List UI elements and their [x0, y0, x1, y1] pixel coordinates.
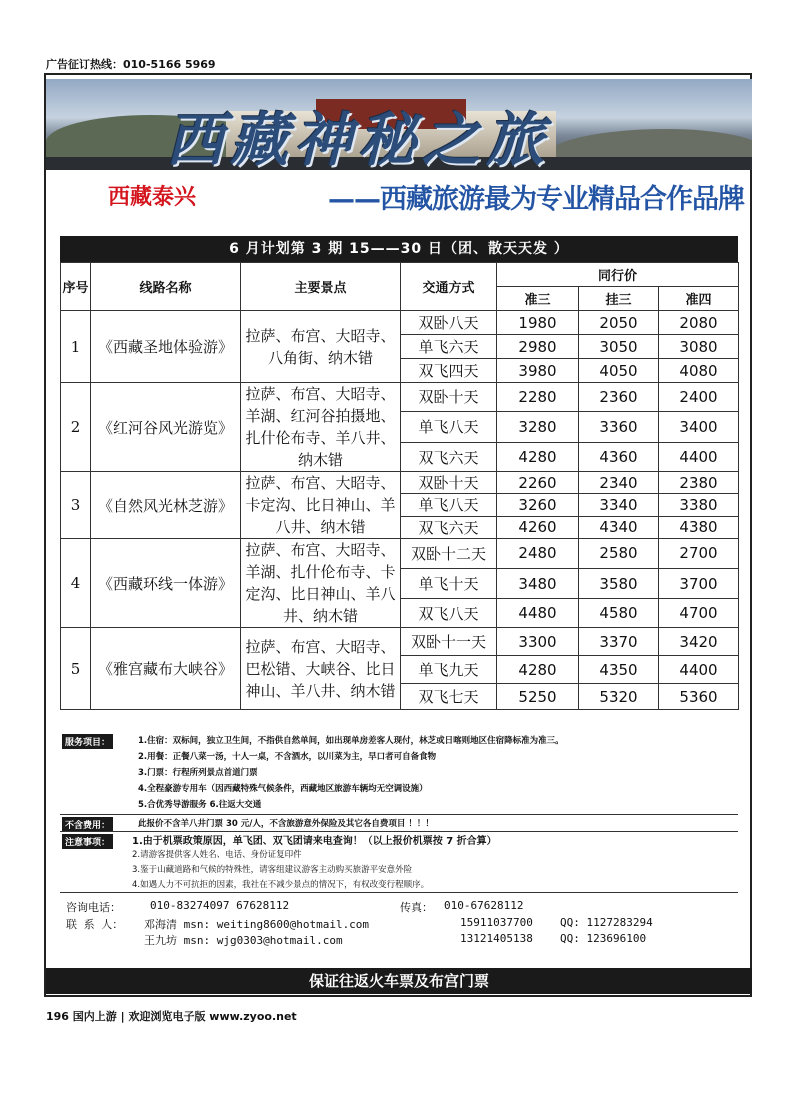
price-p2: 4050: [579, 359, 659, 383]
route-seq: 5: [61, 628, 91, 710]
route-transport: 双卧十二天: [401, 539, 497, 569]
route-transport: 双飞六天: [401, 516, 497, 538]
route-transport: 双卧十一天: [401, 628, 497, 656]
price-p3: 4700: [659, 599, 739, 628]
price-p2: 4350: [579, 656, 659, 684]
plan-header: 6 月计划第 3 期 15——30 日（团、散天天发 ）: [60, 236, 738, 262]
contact-qq-1: QQ: 1127283294: [560, 916, 653, 929]
price-p1: 3280: [497, 411, 579, 442]
table-row: [61, 383, 739, 412]
route-transport: 双卧八天: [401, 311, 497, 335]
inquiry-phone: 010-83274097 67628112: [150, 899, 290, 912]
header-p1: 准三: [497, 287, 579, 311]
price-p2: 3580: [579, 568, 659, 599]
contact-person-2: 王九坊 msn: wjg0303@hotmail.com: [144, 934, 343, 947]
table-row: [61, 539, 739, 569]
price-p3: 2080: [659, 311, 739, 335]
price-p1: 4480: [497, 599, 579, 628]
header-sights: 主要景点: [241, 263, 401, 311]
table-row: [61, 311, 739, 335]
route-transport: 单飞六天: [401, 335, 497, 359]
price-p2: 2580: [579, 539, 659, 569]
service-item: 4.全程豪游专用车（因西藏特殊气候条件，西藏地区旅游车辆均无空调设施）: [138, 784, 428, 794]
header-seq: 序号: [61, 263, 91, 311]
price-p1: 2980: [497, 335, 579, 359]
route-name: 《雅宫藏布大峡谷》: [91, 628, 241, 710]
price-p3: 4400: [659, 443, 739, 472]
route-transport: 双卧十天: [401, 383, 497, 412]
route-name: 《红河谷风光游览》: [91, 383, 241, 472]
price-p1: 5250: [497, 684, 579, 710]
header-transport: 交通方式: [401, 263, 497, 311]
note-item: 2.请游客提供客人姓名、电话、身份证复印件: [132, 850, 302, 860]
table-row: [61, 628, 739, 656]
fax-label: 传真：: [400, 901, 433, 914]
price-p2: 5320: [579, 684, 659, 710]
brand-name: 西藏泰兴: [108, 185, 197, 210]
price-p2: 4360: [579, 443, 659, 472]
header-route: 线路名称: [91, 263, 241, 311]
price-p1: 3300: [497, 628, 579, 656]
service-item: 3.门票：行程所列景点首道门票: [138, 768, 258, 778]
route-sights: 拉萨、布宫、大昭寺、羊湖、红河谷拍摄地、扎什伦布寺、羊八井、纳木错: [241, 383, 401, 472]
contact-person-1: 邓海清 msn: weiting8600@hotmail.com: [144, 918, 370, 931]
route-seq: 3: [61, 472, 91, 539]
route-seq: 2: [61, 383, 91, 472]
service-item: 1.住宿：双标间，独立卫生间，不指供自然单间，如出现单房差客人现付，林芝或日喀则地区住宿降标准为准三。: [138, 736, 564, 746]
price-p1: 2260: [497, 472, 579, 494]
contact-phone-2: 13121405138: [460, 932, 533, 945]
route-transport: 双飞八天: [401, 599, 497, 628]
footer-banner: 保证往返火车票及布宫门票: [46, 968, 752, 994]
route-transport: 双飞六天: [401, 443, 497, 472]
price-p3: 3420: [659, 628, 739, 656]
contact-phone-1: 15911037700: [460, 916, 533, 929]
price-p1: 1980: [497, 311, 579, 335]
service-section: [60, 732, 738, 964]
price-p2: 4340: [579, 516, 659, 538]
banner-title: 西藏神秘之旅: [166, 106, 551, 170]
price-p1: 3980: [497, 359, 579, 383]
header-p2: 挂三: [579, 287, 659, 311]
price-p3: 3400: [659, 411, 739, 442]
price-p3: 3080: [659, 335, 739, 359]
note-item: 4.如遇人力不可抗拒的因素，我社在不减少景点的情况下，有权改变行程顺序。: [132, 880, 430, 890]
route-sights: 拉萨、布宫、大昭寺、巴松错、大峡谷、比日神山、羊八井、纳木错: [241, 628, 401, 710]
route-transport: 单飞九天: [401, 656, 497, 684]
excluded-text: 此报价不含羊八井门票 30 元/人，不含旅游意外保险及其它各自费项目 ！！！: [138, 819, 434, 829]
page-footer: 196 国内上游 | 欢迎浏览电子版 www.zyoo.net: [46, 1010, 297, 1023]
table-row: [61, 472, 739, 494]
price-p2: 2050: [579, 311, 659, 335]
price-p3: 4080: [659, 359, 739, 383]
price-p1: 4280: [497, 656, 579, 684]
price-p2: 3050: [579, 335, 659, 359]
inquiry-label: 咨询电话：: [66, 901, 121, 914]
route-sights: 拉萨、布宫、大昭寺、八角街、纳木错: [241, 311, 401, 383]
price-p3: 3700: [659, 568, 739, 599]
price-p1: 4260: [497, 516, 579, 538]
price-p3: 3380: [659, 494, 739, 516]
route-transport: 单飞八天: [401, 494, 497, 516]
excluded-label: 不含费用：: [62, 817, 113, 832]
header-p3: 准四: [659, 287, 739, 311]
price-p1: 4280: [497, 443, 579, 472]
header-price-group: 同行价: [497, 263, 739, 287]
fax-number: 010-67628112: [444, 899, 524, 912]
price-p2: 3360: [579, 411, 659, 442]
banner-image: [46, 79, 752, 170]
price-p1: 3480: [497, 568, 579, 599]
price-table: [60, 262, 739, 710]
price-p1: 3260: [497, 494, 579, 516]
notes-label: 注意事项：: [62, 834, 113, 849]
price-p2: 2360: [579, 383, 659, 412]
price-p3: 5360: [659, 684, 739, 710]
contact-qq-2: QQ: 123696100: [560, 932, 647, 945]
service-item: 5.合优秀导游服务 6.往返大交通: [138, 800, 262, 810]
price-p2: 3340: [579, 494, 659, 516]
route-name: 《西藏环线一体游》: [91, 539, 241, 628]
route-name: 《自然风光林芝游》: [91, 472, 241, 539]
table-body: [61, 311, 739, 710]
route-transport: 双飞七天: [401, 684, 497, 710]
route-name: 《西藏圣地体验游》: [91, 311, 241, 383]
price-p2: 2340: [579, 472, 659, 494]
route-transport: 双卧十天: [401, 472, 497, 494]
note-item: 3.鉴于山藏道路和气候的特殊性，请客组建议游客主动购买旅游平安意外险: [132, 865, 413, 875]
price-p3: 2380: [659, 472, 739, 494]
route-seq: 1: [61, 311, 91, 383]
service-label: 服务项目：: [62, 734, 113, 749]
route-transport: 双飞四天: [401, 359, 497, 383]
slogan: ——西藏旅游最为专业精品合作品牌: [328, 184, 744, 215]
price-p3: 4400: [659, 656, 739, 684]
price-p3: 4380: [659, 516, 739, 538]
route-seq: 4: [61, 539, 91, 628]
route-sights: 拉萨、布宫、大昭寺、卡定沟、比日神山、羊八井、纳木错: [241, 472, 401, 539]
note-item: 1.由于机票政策原因，单飞团、双飞团请来电查询！（以上报价机票按 7 折合算）: [132, 836, 497, 847]
price-p1: 2280: [497, 383, 579, 412]
price-p3: 2700: [659, 539, 739, 569]
price-p1: 2480: [497, 539, 579, 569]
service-item: 2.用餐：正餐八菜一汤，十人一桌，不含酒水，以川菜为主，早口者可自备食物: [138, 752, 437, 762]
price-p3: 2400: [659, 383, 739, 412]
route-transport: 单飞八天: [401, 411, 497, 442]
contact-label: 联 系 人：: [66, 918, 124, 931]
ad-hotline: 广告征订热线：010-5166 5969: [46, 58, 216, 71]
route-sights: 拉萨、布宫、大昭寺、羊湖、扎什伦布寺、卡定沟、比日神山、羊八井、纳木错: [241, 539, 401, 628]
price-p2: 3370: [579, 628, 659, 656]
price-p2: 4580: [579, 599, 659, 628]
route-transport: 单飞十天: [401, 568, 497, 599]
